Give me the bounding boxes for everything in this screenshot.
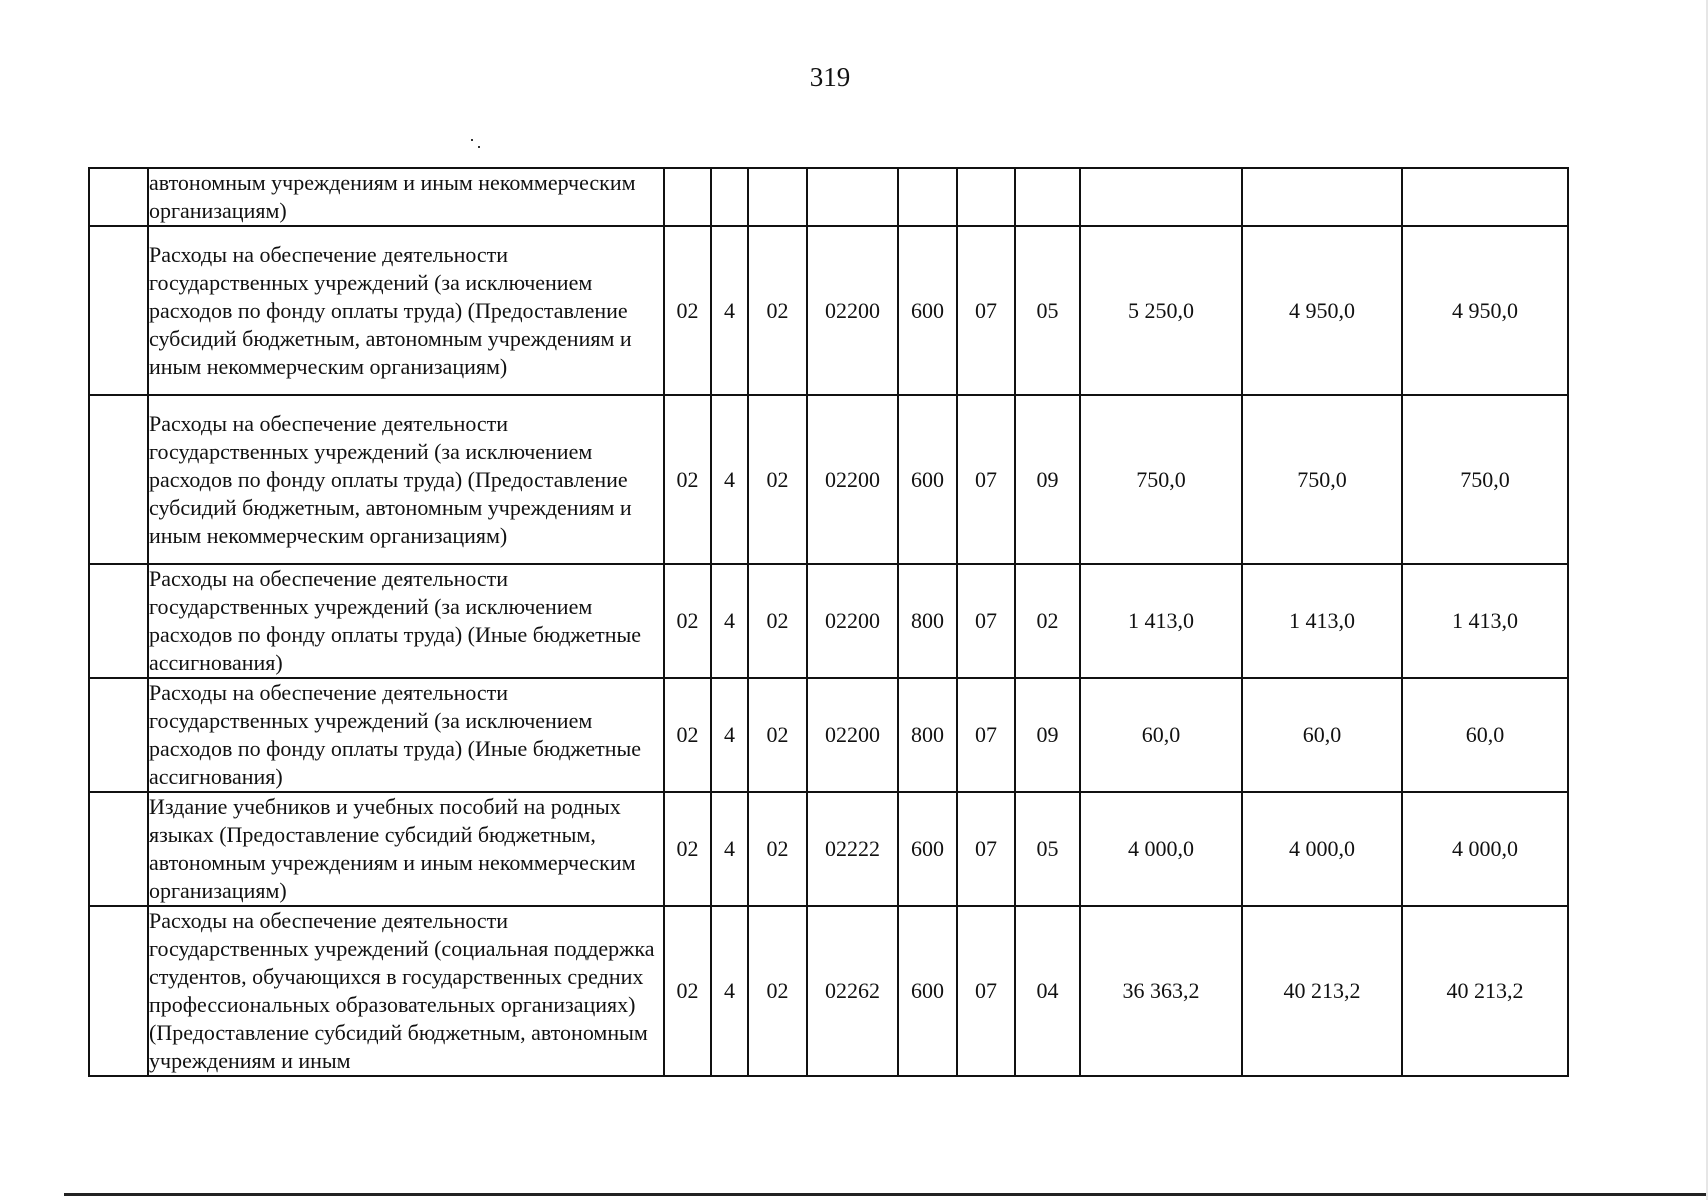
amount-cell: 750,0 [1242, 395, 1402, 564]
code-cell: 02 [1015, 564, 1080, 678]
code-cell: 02 [664, 395, 711, 564]
row-number-cell [89, 792, 148, 906]
code-cell [664, 168, 711, 226]
code-cell [748, 168, 807, 226]
amount-cell: 4 950,0 [1242, 226, 1402, 395]
code-cell: 07 [957, 906, 1015, 1076]
row-description: Расходы на обеспечение деятельности государственных учреждений (за исключением расходов по фонду оплаты труда) (Иные бюджетные ассигнования) [148, 678, 664, 792]
code-cell: 4 [711, 226, 748, 395]
code-cell: 07 [957, 226, 1015, 395]
row-number-cell [89, 168, 148, 226]
row-description: Расходы на обеспечение деятельности государственных учреждений (социальная поддержка студентов, обучающихся в государственных средних профессиональных образовательных организациях) (Предоставление субсидий бюджетным, автономным учреждениям и иным [148, 906, 664, 1076]
row-number-cell [89, 395, 148, 564]
row-number-cell [89, 564, 148, 678]
code-cell: 4 [711, 395, 748, 564]
code-cell: 4 [711, 906, 748, 1076]
budget-table [88, 167, 1569, 1077]
amount-cell: 60,0 [1402, 678, 1568, 792]
code-cell [711, 168, 748, 226]
code-cell: 02262 [807, 906, 898, 1076]
table-row [89, 168, 1568, 226]
row-description: Издание учебников и учебных пособий на родных языках (Предоставление субсидий бюджетным, автономным учреждениям и иным некоммерческим организациям) [148, 792, 664, 906]
code-cell: 02 [748, 564, 807, 678]
code-cell: 800 [898, 564, 957, 678]
code-cell: 02200 [807, 678, 898, 792]
row-description: Расходы на обеспечение деятельности государственных учреждений (за исключением расходов по фонду оплаты труда) (Предоставление субсидий бюджетным, автономным учреждениям и иным некоммерческим организациям) [148, 226, 664, 395]
code-cell: 4 [711, 678, 748, 792]
code-cell [807, 168, 898, 226]
row-description: Расходы на обеспечение деятельности государственных учреждений (за исключением расходов по фонду оплаты труда) (Иные бюджетные ассигнования) [148, 564, 664, 678]
amount-cell: 5 250,0 [1080, 226, 1242, 395]
code-cell: 07 [957, 792, 1015, 906]
code-cell: 4 [711, 792, 748, 906]
amount-cell [1242, 168, 1402, 226]
code-cell: 600 [898, 226, 957, 395]
code-cell: 02200 [807, 564, 898, 678]
code-cell: 4 [711, 564, 748, 678]
code-cell: 02 [748, 792, 807, 906]
code-cell: 04 [1015, 906, 1080, 1076]
code-cell: 02 [748, 395, 807, 564]
code-cell [957, 168, 1015, 226]
table-row [89, 226, 1568, 395]
table-row [89, 678, 1568, 792]
row-number-cell [89, 226, 148, 395]
row-description: Расходы на обеспечение деятельности государственных учреждений (за исключением расходов по фонду оплаты труда) (Предоставление субсидий бюджетным, автономным учреждениям и иным некоммерческим организациям) [148, 395, 664, 564]
amount-cell: 60,0 [1080, 678, 1242, 792]
code-cell: 02222 [807, 792, 898, 906]
code-cell: 07 [957, 395, 1015, 564]
bottom-rule [64, 1193, 1708, 1196]
code-cell: 02 [664, 226, 711, 395]
code-cell: 02200 [807, 395, 898, 564]
amount-cell: 40 213,2 [1242, 906, 1402, 1076]
code-cell: 02 [664, 564, 711, 678]
amount-cell: 60,0 [1242, 678, 1402, 792]
amount-cell: 750,0 [1080, 395, 1242, 564]
amount-cell: 750,0 [1402, 395, 1568, 564]
amount-cell: 4 000,0 [1080, 792, 1242, 906]
code-cell: 09 [1015, 395, 1080, 564]
code-cell: 02 [664, 906, 711, 1076]
table-row [89, 906, 1568, 1076]
code-cell [898, 168, 957, 226]
amount-cell: 4 950,0 [1402, 226, 1568, 395]
code-cell [1015, 168, 1080, 226]
amount-cell: 40 213,2 [1402, 906, 1568, 1076]
row-number-cell [89, 678, 148, 792]
code-cell: 02200 [807, 226, 898, 395]
table-row [89, 792, 1568, 906]
code-cell: 02 [748, 678, 807, 792]
code-cell: 07 [957, 678, 1015, 792]
code-cell: 05 [1015, 792, 1080, 906]
amount-cell: 36 363,2 [1080, 906, 1242, 1076]
code-cell: 02 [664, 792, 711, 906]
code-cell: 600 [898, 906, 957, 1076]
amount-cell: 1 413,0 [1080, 564, 1242, 678]
row-number-cell [89, 906, 148, 1076]
amount-cell: 4 000,0 [1402, 792, 1568, 906]
code-cell: 07 [957, 564, 1015, 678]
scan-speck [471, 139, 473, 141]
code-cell: 600 [898, 395, 957, 564]
table-row [89, 564, 1568, 678]
scan-speck [478, 146, 480, 148]
code-cell: 05 [1015, 226, 1080, 395]
code-cell: 600 [898, 792, 957, 906]
code-cell: 02 [664, 678, 711, 792]
amount-cell: 4 000,0 [1242, 792, 1402, 906]
code-cell: 09 [1015, 678, 1080, 792]
amount-cell [1402, 168, 1568, 226]
table-row [89, 395, 1568, 564]
code-cell: 02 [748, 226, 807, 395]
table-body [89, 168, 1568, 1076]
code-cell: 02 [748, 906, 807, 1076]
amount-cell [1080, 168, 1242, 226]
row-description: автономным учреждениям и иным некоммерческим организациям) [148, 168, 664, 226]
code-cell: 800 [898, 678, 957, 792]
amount-cell: 1 413,0 [1402, 564, 1568, 678]
page-number: 319 [809, 62, 851, 92]
amount-cell: 1 413,0 [1242, 564, 1402, 678]
